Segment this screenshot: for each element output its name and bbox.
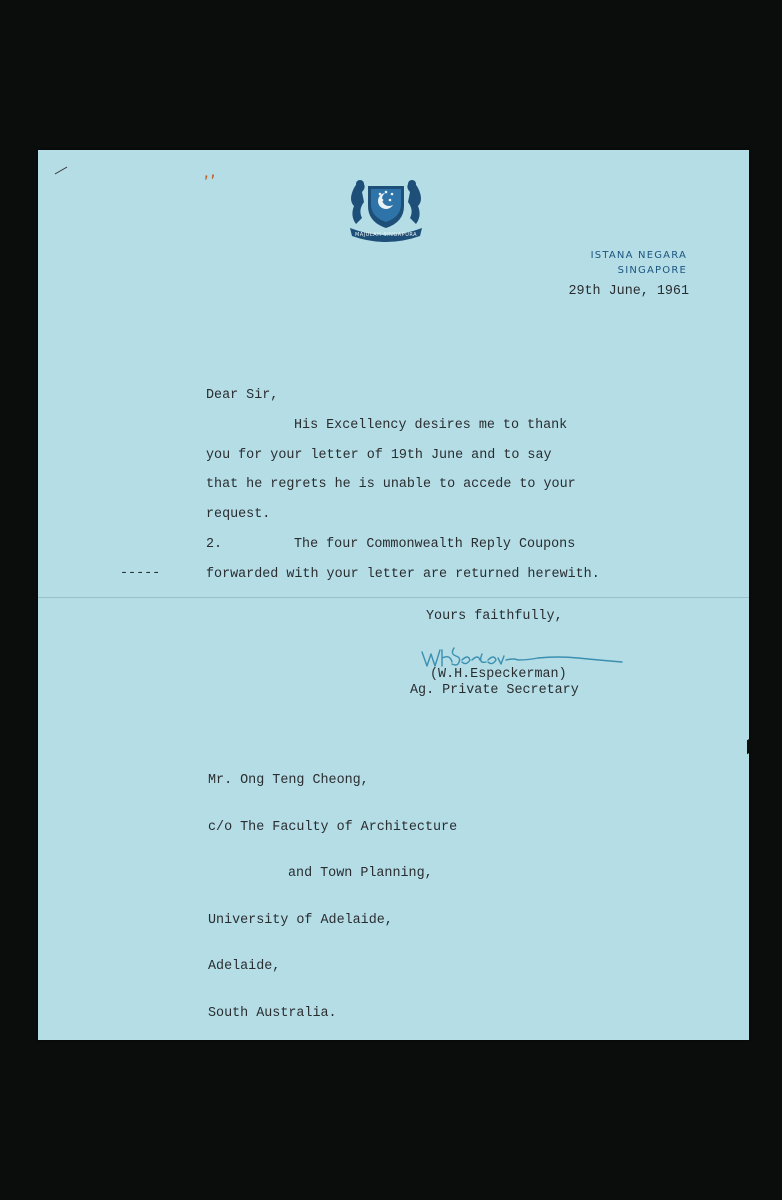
- body-line-5: The four Commonwealth Reply Coupons: [294, 537, 576, 552]
- address-line-1: Mr. Ong Teng Cheong,: [208, 773, 369, 788]
- paper-edge-notch: [747, 736, 755, 755]
- body-line-1: His Excellency desires me to thank: [294, 418, 568, 433]
- paragraph-number: 2.: [206, 537, 223, 552]
- signature-text: WHEspeckerman: [418, 640, 426, 641]
- address-line-5: Adelaide,: [208, 959, 281, 974]
- body-line-6: forwarded with your letter are returned herewith.: [206, 567, 600, 582]
- letterhead-address: [591, 248, 687, 278]
- body-paragraph-2: [206, 535, 575, 555]
- letterhead-line-2: SINGAPORE: [617, 265, 687, 276]
- body-line-2: you for your letter of 19th June and to say: [206, 448, 552, 463]
- signatory-name: (W.H.Especkerman): [430, 667, 567, 682]
- letter-date: 29th June, 1961: [568, 284, 689, 299]
- address-line-2: c/o The Faculty of Architecture: [208, 819, 458, 835]
- enclosure-marker: -----: [120, 566, 161, 581]
- letter-paper: [38, 150, 749, 1040]
- closing: Yours faithfully,: [426, 609, 563, 624]
- handwritten-mark: ʼʼ: [202, 171, 219, 194]
- body-line-4: request.: [206, 507, 271, 522]
- address-line-3: and Town Planning,: [288, 866, 433, 881]
- corner-pen-mark: [55, 167, 68, 175]
- paper-fold-line: [38, 597, 749, 598]
- signatory-title: Ag. Private Secretary: [410, 683, 579, 698]
- singapore-coat-of-arms-icon: [346, 174, 426, 244]
- handwritten-signature: [418, 640, 658, 670]
- address-line-6: South Australia.: [208, 1005, 337, 1021]
- crest-motto: MAJULAH SINGAPURA: [354, 232, 418, 238]
- recipient-address: [208, 742, 457, 1052]
- letterhead-line-1: ISTANA NEGARA: [590, 250, 687, 261]
- address-line-4: University of Adelaide,: [208, 912, 393, 928]
- salutation: Dear Sir,: [206, 388, 279, 403]
- body-line-3: that he regrets he is unable to accede to your: [206, 477, 576, 492]
